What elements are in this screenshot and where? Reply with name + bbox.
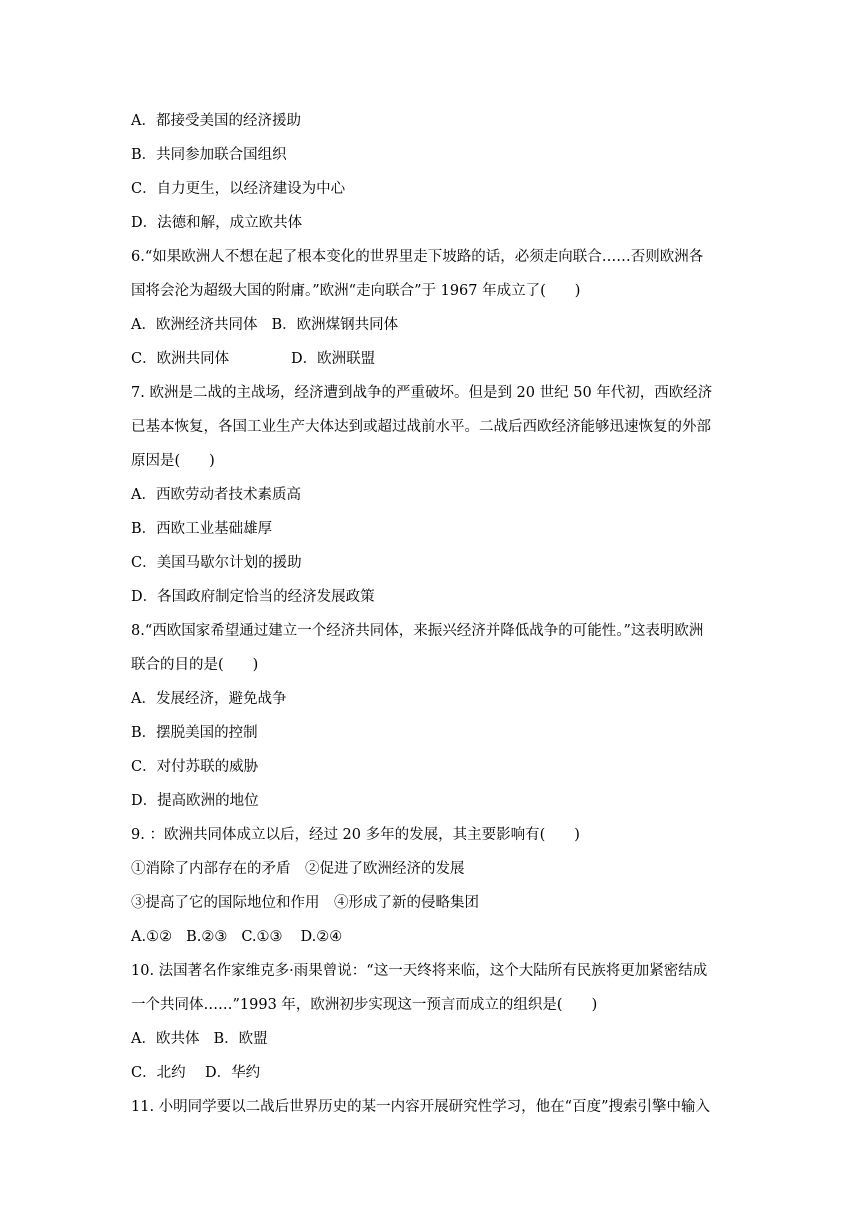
q5-option-a: A．都接受美国的经济援助	[131, 113, 301, 129]
q10-options-row-2	[131, 1063, 260, 1083]
q10-option-a: A．欧共体	[131, 1031, 200, 1047]
q7-stem-line-3: 原因是( )	[131, 453, 215, 469]
q6-option-a: A．欧洲经济共同体	[131, 317, 258, 333]
q6-stem-line-1: 6.“如果欧洲人不想在起了根本变化的世界里走下坡路的话，必须走向联合……否则欧洲各	[131, 249, 704, 265]
q6-option-c: C．欧洲共同体	[131, 351, 230, 367]
q8-stem-line-1: 8.“西欧国家希望通过建立一个经济共同体，来振兴经济并降低战争的可能性。”这表明欧洲	[131, 623, 704, 639]
q10-stem-line-1: 10. 法国著名作家维克多·雨果曾说：“这一天终将来临，这个大陆所有民族将更加紧密结成	[131, 963, 708, 979]
q5-option-c: C．自力更生，以经济建设为中心	[131, 181, 346, 197]
q9-stem-line-2: ①消除了内部存在的矛盾 ②促进了欧洲经济的发展	[131, 861, 465, 877]
q6-option-d: D．欧洲联盟	[291, 351, 376, 367]
q8-option-c: C．对付苏联的威胁	[131, 759, 259, 775]
q9-option-a: A.①②	[131, 929, 173, 945]
q9-option-c: C.①③	[241, 929, 283, 945]
q10-option-c: C．北约	[131, 1065, 186, 1081]
q11-stem-line-1: 11. 小明同学要以二战后世界历史的某一内容开展研究性学习，他在“百度”搜索引擎中输入	[131, 1099, 710, 1115]
q9-stem-line-1: 9. ：欧洲共同体成立以后，经过 20 多年的发展，其主要影响有( )	[131, 827, 580, 843]
q5-option-b: B．共同参加联合国组织	[131, 147, 287, 163]
q6-options-row-1	[131, 315, 398, 335]
q7-stem-line-2: 已基本恢复，各国工业生产大体达到或超过战前水平。二战后西欧经济能够迅速恢复的外部	[131, 419, 711, 435]
q10-option-d: D．华约	[205, 1065, 261, 1081]
q7-option-b: B．西欧工业基础雄厚	[131, 521, 273, 537]
q9-option-b: B.②③	[186, 929, 228, 945]
q5-option-d: D．法德和解，成立欧共体	[131, 215, 303, 231]
q8-option-d: D．提高欧洲的地位	[131, 793, 259, 809]
q8-option-b: B．摆脱美国的控制	[131, 725, 258, 741]
q10-stem-line-2: 一个共同体……”1993 年，欧洲初步实现这一预言而成立的组织是( )	[131, 997, 598, 1013]
q7-option-a: A．西欧劳动者技术素质高	[131, 487, 301, 503]
q7-option-c: C．美国马歇尔计划的援助	[131, 555, 302, 571]
q8-option-a: A．发展经济，避免战争	[131, 691, 287, 707]
q6-options-row-2	[131, 349, 375, 369]
q9-options-row	[131, 927, 342, 947]
q10-option-b: B．欧盟	[213, 1031, 268, 1047]
q9-stem-line-3: ③提高了它的国际地位和作用 ④形成了新的侵略集团	[131, 895, 479, 911]
q7-stem-line-1: 7. 欧洲是二战的主战场，经济遭到战争的严重破坏。但是到 20 世纪 50 年代初，西欧经济	[131, 385, 713, 401]
q9-option-d: D.②④	[300, 929, 343, 945]
q10-options-row-1	[131, 1029, 268, 1049]
q6-stem-line-2: 国将会沦为超级大国的附庸。”欧洲“走向联合”于 1967 年成立了( )	[131, 283, 581, 299]
q7-option-d: D．各国政府制定恰当的经济发展政策	[131, 589, 375, 605]
q6-option-b: B．欧洲煤钢共同体	[271, 317, 399, 333]
q8-stem-line-2: 联合的目的是( )	[131, 657, 259, 673]
